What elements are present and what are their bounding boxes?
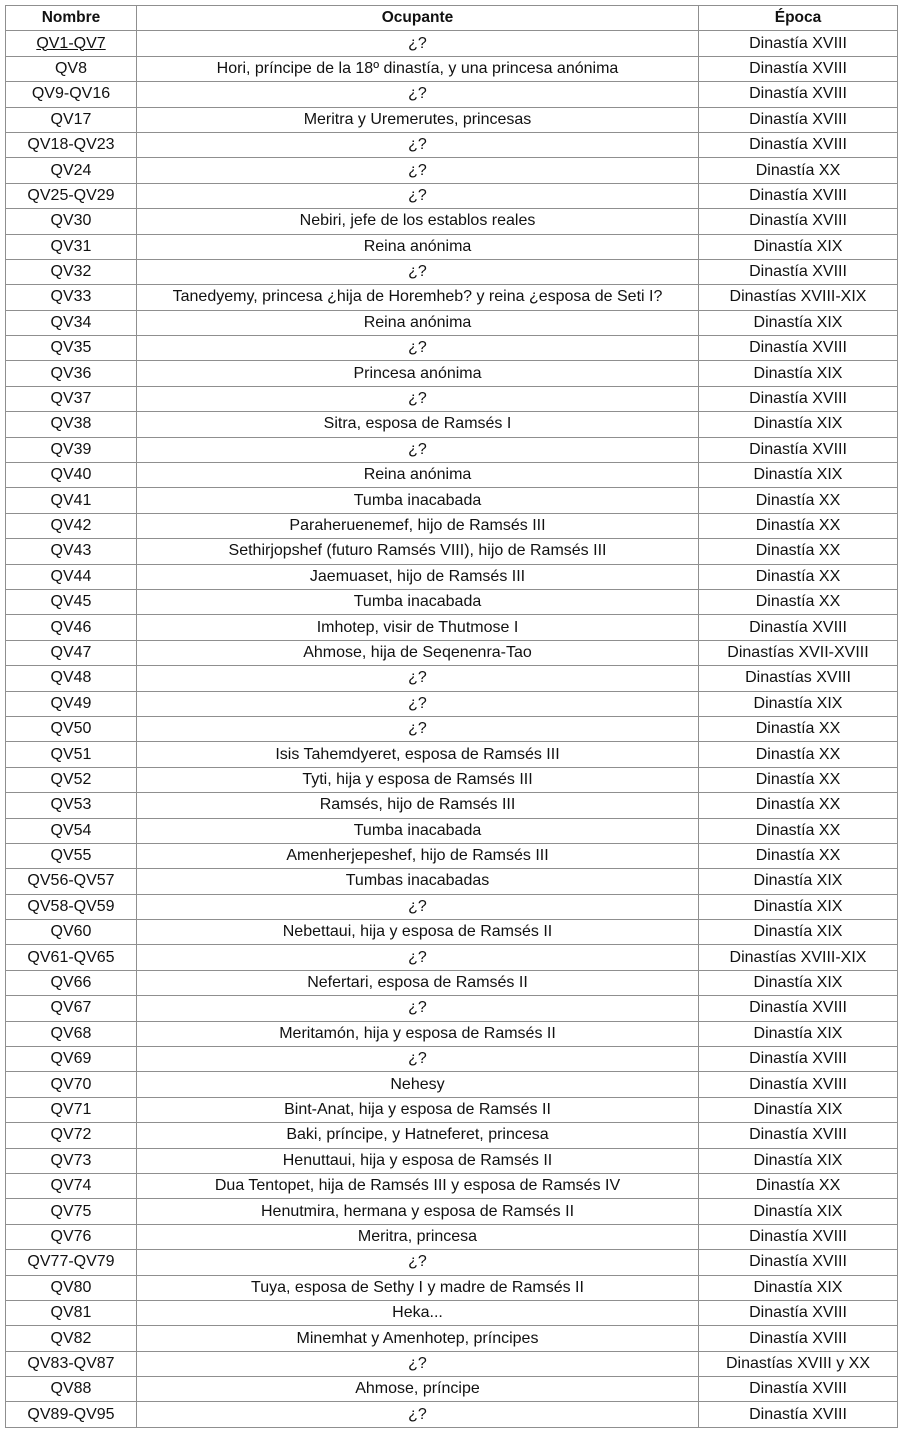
era-cell: Dinastía XVIII: [699, 1224, 898, 1249]
tomb-name-cell: QV53: [6, 793, 137, 818]
tomb-name-cell: QV45: [6, 589, 137, 614]
tomb-name-cell: QV81: [6, 1300, 137, 1325]
era-cell: Dinastía XIX: [699, 310, 898, 335]
occupant-cell: Baki, príncipe, y Hatneferet, princesa: [137, 1123, 699, 1148]
table-body: [6, 31, 898, 1427]
tomb-name-cell: QV72: [6, 1123, 137, 1148]
era-cell: Dinastía XIX: [699, 970, 898, 995]
tomb-name-cell: QV43: [6, 539, 137, 564]
occupant-cell: ¿?: [137, 691, 699, 716]
tomb-name-cell: QV52: [6, 767, 137, 792]
occupant-cell: ¿?: [137, 1351, 699, 1376]
era-cell: Dinastía XIX: [699, 1275, 898, 1300]
era-cell: Dinastía XVIII: [699, 996, 898, 1021]
occupant-cell: ¿?: [137, 996, 699, 1021]
era-cell: Dinastía XVIII: [699, 1300, 898, 1325]
era-cell: Dinastía XX: [699, 843, 898, 868]
era-cell: Dinastía XX: [699, 793, 898, 818]
occupant-cell: Bint-Anat, hija y esposa de Ramsés II: [137, 1097, 699, 1122]
occupant-cell: Minemhat y Amenhotep, príncipes: [137, 1326, 699, 1351]
occupant-cell: ¿?: [137, 1402, 699, 1427]
occupant-cell: ¿?: [137, 132, 699, 157]
occupant-cell: Tyti, hija y esposa de Ramsés III: [137, 767, 699, 792]
era-cell: Dinastía XVIII: [699, 1326, 898, 1351]
occupant-cell: Sitra, esposa de Ramsés I: [137, 412, 699, 437]
era-cell: Dinastías XVIII: [699, 666, 898, 691]
era-cell: Dinastía XVIII: [699, 1072, 898, 1097]
era-cell: Dinastía XVIII: [699, 336, 898, 361]
tomb-name-link[interactable]: QV1-QV7: [36, 34, 106, 52]
tomb-name-cell: QV33: [6, 285, 137, 310]
table-row: [6, 1351, 898, 1376]
table-row: [6, 209, 898, 234]
table-row: [6, 1173, 898, 1198]
occupant-cell: Ahmose, hija de Seqenenra-Tao: [137, 640, 699, 665]
occupant-cell: ¿?: [137, 437, 699, 462]
tomb-name-cell: QV71: [6, 1097, 137, 1122]
era-cell: Dinastía XIX: [699, 1097, 898, 1122]
table-row: [6, 361, 898, 386]
era-cell: Dinastía XVIII: [699, 107, 898, 132]
tomb-name-cell: QV89-QV95: [6, 1402, 137, 1427]
occupant-cell: Tumba inacabada: [137, 488, 699, 513]
tomb-name-cell: QV61-QV65: [6, 945, 137, 970]
table-row: [6, 539, 898, 564]
tomb-name-cell: QV35: [6, 336, 137, 361]
era-cell: Dinastía XVIII: [699, 209, 898, 234]
tomb-name-cell: QV38: [6, 412, 137, 437]
table-row: [6, 1097, 898, 1122]
tomb-name-cell: QV25-QV29: [6, 183, 137, 208]
table-row: [6, 1224, 898, 1249]
table-row: [6, 1300, 898, 1325]
tomb-name-cell: QV56-QV57: [6, 869, 137, 894]
table-row: [6, 82, 898, 107]
tombs-table: [5, 5, 898, 1428]
table-row: [6, 818, 898, 843]
tomb-name-cell: QV31: [6, 234, 137, 259]
tomb-name-cell: QV66: [6, 970, 137, 995]
tomb-name-cell: QV60: [6, 920, 137, 945]
occupant-cell: Henuttaui, hija y esposa de Ramsés II: [137, 1148, 699, 1173]
era-cell: Dinastía XVIII: [699, 1123, 898, 1148]
era-cell: Dinastías XVIII-XIX: [699, 945, 898, 970]
tomb-name-cell: QV55: [6, 843, 137, 868]
occupant-cell: Tumbas inacabadas: [137, 869, 699, 894]
table-row: [6, 31, 898, 56]
occupant-cell: Hori, príncipe de la 18º dinastía, y una princesa anónima: [137, 56, 699, 81]
tomb-name-cell: QV83-QV87: [6, 1351, 137, 1376]
tomb-name-cell: QV69: [6, 1047, 137, 1072]
era-cell: Dinastía XVIII: [699, 386, 898, 411]
tomb-name-cell: QV58-QV59: [6, 894, 137, 919]
era-cell: Dinastía XX: [699, 488, 898, 513]
tomb-name-cell: QV44: [6, 564, 137, 589]
occupant-cell: Nefertari, esposa de Ramsés II: [137, 970, 699, 995]
tomb-name-cell: QV39: [6, 437, 137, 462]
era-cell: Dinastía XX: [699, 589, 898, 614]
table-row: [6, 767, 898, 792]
occupant-cell: Amenherjepeshef, hijo de Ramsés III: [137, 843, 699, 868]
occupant-cell: ¿?: [137, 1250, 699, 1275]
occupant-cell: Nehesy: [137, 1072, 699, 1097]
table-row: [6, 1021, 898, 1046]
occupant-cell: Meritra y Uremerutes, princesas: [137, 107, 699, 132]
era-cell: Dinastías XVII-XVIII: [699, 640, 898, 665]
era-cell: Dinastía XVIII: [699, 259, 898, 284]
era-cell: Dinastía XIX: [699, 920, 898, 945]
era-cell: Dinastía XX: [699, 513, 898, 538]
occupant-cell: Tanedyemy, princesa ¿hija de Horemheb? y reina ¿esposa de Seti I?: [137, 285, 699, 310]
era-cell: Dinastía XX: [699, 539, 898, 564]
era-cell: Dinastía XIX: [699, 412, 898, 437]
occupant-cell: Tumba inacabada: [137, 589, 699, 614]
tomb-name-cell: QV74: [6, 1173, 137, 1198]
occupant-cell: Dua Tentopet, hija de Ramsés III y esposa de Ramsés IV: [137, 1173, 699, 1198]
era-cell: Dinastía XIX: [699, 1021, 898, 1046]
occupant-cell: Nebiri, jefe de los establos reales: [137, 209, 699, 234]
era-cell: Dinastía XVIII: [699, 31, 898, 56]
table-row: [6, 1072, 898, 1097]
table-row: [6, 843, 898, 868]
header-nombre: Nombre: [6, 6, 137, 31]
tomb-name-cell: QV18-QV23: [6, 132, 137, 157]
table-row: [6, 564, 898, 589]
era-cell: Dinastía XIX: [699, 894, 898, 919]
tomb-name-cell: QV68: [6, 1021, 137, 1046]
era-cell: Dinastía XVIII: [699, 437, 898, 462]
occupant-cell: Paraheruenemef, hijo de Ramsés III: [137, 513, 699, 538]
tomb-name-cell: QV82: [6, 1326, 137, 1351]
occupant-cell: ¿?: [137, 183, 699, 208]
tomb-name-cell: QV88: [6, 1377, 137, 1402]
tomb-name-cell: QV73: [6, 1148, 137, 1173]
tomb-name-cell: QV67: [6, 996, 137, 1021]
tomb-name-cell: QV40: [6, 463, 137, 488]
table-row: [6, 615, 898, 640]
occupant-cell: Ahmose, príncipe: [137, 1377, 699, 1402]
table-row: [6, 463, 898, 488]
era-cell: Dinastía XVIII: [699, 1402, 898, 1427]
era-cell: Dinastía XVIII: [699, 1047, 898, 1072]
era-cell: Dinastía XX: [699, 818, 898, 843]
era-cell: Dinastía XVIII: [699, 1377, 898, 1402]
era-cell: Dinastías XVIII-XIX: [699, 285, 898, 310]
tomb-name-cell: QV75: [6, 1199, 137, 1224]
occupant-cell: ¿?: [137, 82, 699, 107]
table-row: [6, 920, 898, 945]
occupant-cell: Ramsés, hijo de Ramsés III: [137, 793, 699, 818]
occupant-cell: Nebettaui, hija y esposa de Ramsés II: [137, 920, 699, 945]
era-cell: Dinastía XIX: [699, 234, 898, 259]
tomb-name-cell: QV24: [6, 158, 137, 183]
occupant-cell: ¿?: [137, 31, 699, 56]
table-row: [6, 1047, 898, 1072]
table-row: [6, 488, 898, 513]
table-header: [6, 6, 898, 31]
era-cell: Dinastía XIX: [699, 1148, 898, 1173]
tomb-name-cell: QV49: [6, 691, 137, 716]
table-row: [6, 310, 898, 335]
occupant-cell: Tumba inacabada: [137, 818, 699, 843]
table-row: [6, 869, 898, 894]
occupant-cell: Meritamón, hija y esposa de Ramsés II: [137, 1021, 699, 1046]
era-cell: Dinastía XIX: [699, 1199, 898, 1224]
header-row: [6, 6, 898, 31]
era-cell: Dinastía XIX: [699, 361, 898, 386]
era-cell: Dinastía XX: [699, 158, 898, 183]
era-cell: Dinastía XX: [699, 767, 898, 792]
table-row: [6, 945, 898, 970]
tomb-name-cell: [6, 31, 137, 56]
occupant-cell: ¿?: [137, 158, 699, 183]
tomb-name-cell: QV46: [6, 615, 137, 640]
occupant-cell: Princesa anónima: [137, 361, 699, 386]
occupant-cell: Reina anónima: [137, 463, 699, 488]
occupant-cell: ¿?: [137, 336, 699, 361]
table-row: [6, 666, 898, 691]
era-cell: Dinastía XVIII: [699, 56, 898, 81]
occupant-cell: Tuya, esposa de Sethy I y madre de Ramsés II: [137, 1275, 699, 1300]
table-row: [6, 336, 898, 361]
table-row: [6, 234, 898, 259]
table-row: [6, 589, 898, 614]
era-cell: Dinastía XIX: [699, 869, 898, 894]
table-row: [6, 716, 898, 741]
tomb-name-cell: QV32: [6, 259, 137, 284]
table-row: [6, 158, 898, 183]
tomb-name-cell: QV54: [6, 818, 137, 843]
table-row: [6, 1402, 898, 1427]
table-row: [6, 996, 898, 1021]
occupant-cell: ¿?: [137, 894, 699, 919]
table-row: [6, 1148, 898, 1173]
era-cell: Dinastía XX: [699, 564, 898, 589]
tomb-name-cell: QV36: [6, 361, 137, 386]
era-cell: Dinastía XVIII: [699, 615, 898, 640]
table-row: [6, 56, 898, 81]
occupant-cell: Meritra, princesa: [137, 1224, 699, 1249]
table-row: [6, 894, 898, 919]
tomb-name-cell: QV42: [6, 513, 137, 538]
table-row: [6, 437, 898, 462]
tomb-name-cell: QV34: [6, 310, 137, 335]
tomb-name-cell: QV17: [6, 107, 137, 132]
era-cell: Dinastía XX: [699, 716, 898, 741]
table-row: [6, 1275, 898, 1300]
tomb-name-cell: QV41: [6, 488, 137, 513]
table-row: [6, 1123, 898, 1148]
era-cell: Dinastía XVIII: [699, 183, 898, 208]
header-ocupante: Ocupante: [137, 6, 699, 31]
occupant-cell: Isis Tahemdyeret, esposa de Ramsés III: [137, 742, 699, 767]
tomb-name-cell: QV48: [6, 666, 137, 691]
occupant-cell: ¿?: [137, 386, 699, 411]
occupant-cell: ¿?: [137, 716, 699, 741]
era-cell: Dinastía XX: [699, 1173, 898, 1198]
table-row: [6, 1326, 898, 1351]
table-row: [6, 742, 898, 767]
tomb-name-cell: QV50: [6, 716, 137, 741]
table-row: [6, 259, 898, 284]
table-row: [6, 640, 898, 665]
header-epoca: Época: [699, 6, 898, 31]
table-row: [6, 386, 898, 411]
table-row: [6, 1250, 898, 1275]
occupant-cell: Heka...: [137, 1300, 699, 1325]
occupant-cell: Reina anónima: [137, 234, 699, 259]
tomb-name-cell: QV9-QV16: [6, 82, 137, 107]
era-cell: Dinastía XVIII: [699, 132, 898, 157]
occupant-cell: Sethirjopshef (futuro Ramsés VIII), hijo de Ramsés III: [137, 539, 699, 564]
era-cell: Dinastías XVIII y XX: [699, 1351, 898, 1376]
occupant-cell: ¿?: [137, 1047, 699, 1072]
tomb-name-cell: QV47: [6, 640, 137, 665]
era-cell: Dinastía XX: [699, 742, 898, 767]
era-cell: Dinastía XIX: [699, 691, 898, 716]
era-cell: Dinastía XVIII: [699, 1250, 898, 1275]
tomb-name-cell: QV37: [6, 386, 137, 411]
table-row: [6, 793, 898, 818]
table-row: [6, 285, 898, 310]
table-row: [6, 107, 898, 132]
table-row: [6, 1377, 898, 1402]
table-row: [6, 691, 898, 716]
tomb-name-cell: QV8: [6, 56, 137, 81]
table-row: [6, 513, 898, 538]
table-row: [6, 183, 898, 208]
era-cell: Dinastía XVIII: [699, 82, 898, 107]
tomb-name-cell: QV76: [6, 1224, 137, 1249]
table-row: [6, 970, 898, 995]
tomb-name-cell: QV51: [6, 742, 137, 767]
occupant-cell: Henutmira, hermana y esposa de Ramsés II: [137, 1199, 699, 1224]
tomb-name-cell: QV80: [6, 1275, 137, 1300]
era-cell: Dinastía XIX: [699, 463, 898, 488]
occupant-cell: ¿?: [137, 945, 699, 970]
occupant-cell: ¿?: [137, 259, 699, 284]
table-row: [6, 412, 898, 437]
occupant-cell: ¿?: [137, 666, 699, 691]
tomb-name-cell: QV70: [6, 1072, 137, 1097]
occupant-cell: Jaemuaset, hijo de Ramsés III: [137, 564, 699, 589]
table-row: [6, 132, 898, 157]
table-row: [6, 1199, 898, 1224]
occupant-cell: Reina anónima: [137, 310, 699, 335]
tomb-name-cell: QV30: [6, 209, 137, 234]
tomb-name-cell: QV77-QV79: [6, 1250, 137, 1275]
occupant-cell: Imhotep, visir de Thutmose I: [137, 615, 699, 640]
